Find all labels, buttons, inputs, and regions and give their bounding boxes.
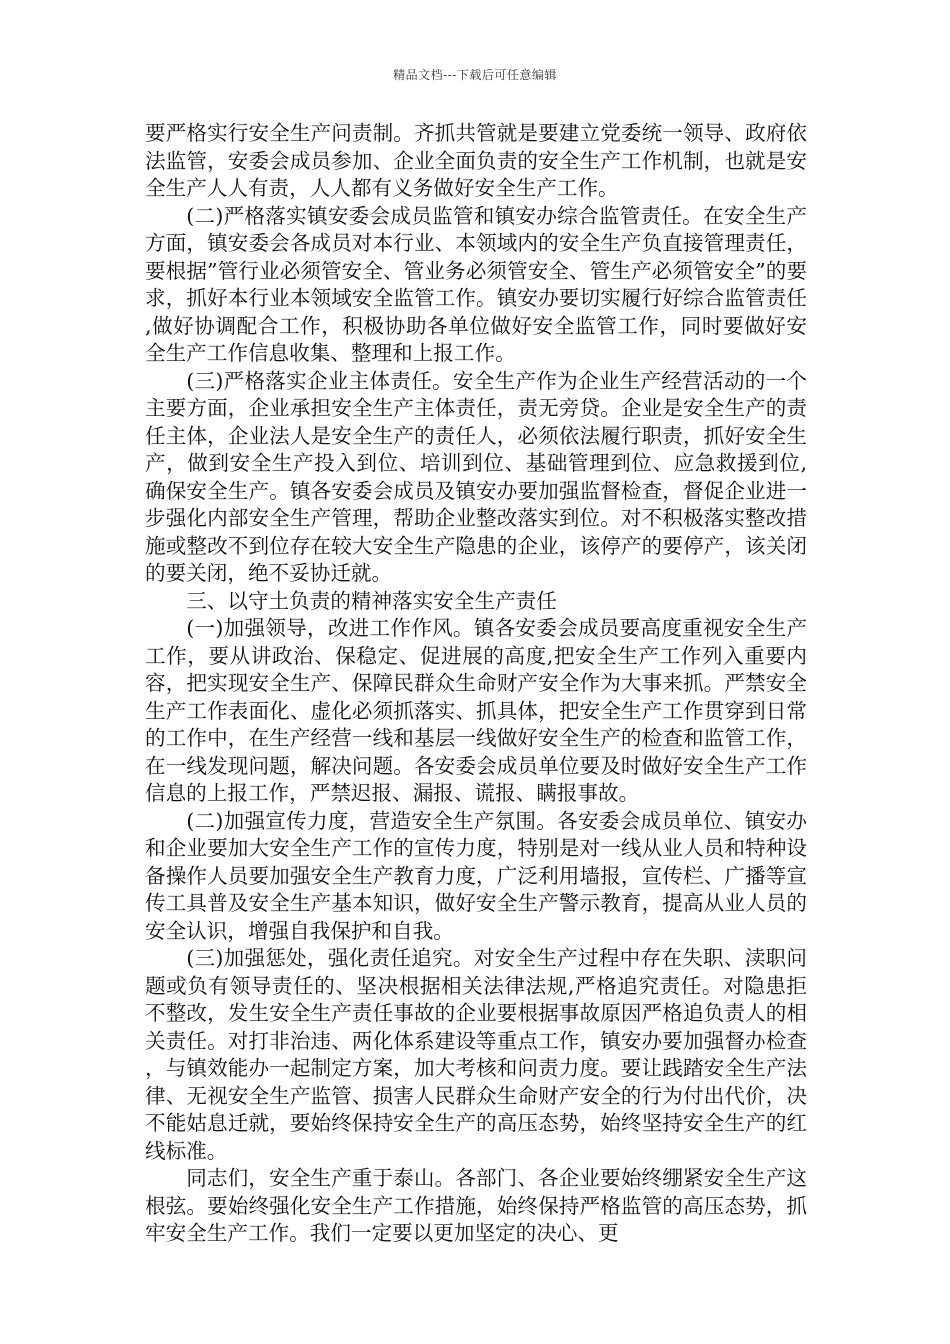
- paragraph-accountability: 要严格实行安全生产问责制。齐抓共管就是要建立党委统一领导、政府依法监管，安委会成员参加、企业全面负责的安全生产工作机制，也就是安全生产人人有责，人人都有义务做好安全生产工作。: [145, 121, 807, 200]
- paragraph-closing: 同志们，安全生产重于泰山。各部门、各企业要始终绷紧安全生产这根弦。要始终强化安全生产工作措施，始终保持严格监管的高压态势，抓牢安全生产工作。我们一定要以更加坚定的决心、更: [145, 1166, 807, 1245]
- paragraph-town-committee-duty: (二)严格落实镇安委会成员监管和镇安办综合监管责任。在安全生产方面，镇安委会各成员对本行业、本领域内的安全生产负直接管理责任，要根据”管行业必须管安全、管业务必须管安全、管生产必须管安全”的要求，抓好本行业本领域安全监管工作。镇安办要切实履行好综合监管责任,做好协调配合工作，积极协助各单位做好安全监管工作，同时要做好安全生产工作信息收集、整理和上报工作。: [145, 203, 807, 365]
- paragraph-leadership: (一)加强领导，改进工作作风。镇各安委会成员要高度重视安全生产工作，要从讲政治、保稳定、促进展的高度,把安全生产工作列入重要内容，把实现安全生产、保障民群众生命财产安全作为大事来抓。严禁安全生产工作表面化、虚化必须抓落实、抓具体，把安全生产工作贯穿到日常的工作中，在生产经营一线和基层一线做好安全生产的检查和监管工作，在一线发现问题，解决问题。各安委会成员单位要及时做好安全生产工作信息的上报工作，严禁迟报、漏报、谎报、瞒报事故。: [145, 616, 807, 805]
- section-heading-three: 三、以守土负责的精神落实安全生产责任: [186, 588, 557, 613]
- paragraph-enterprise-duty: (三)严格落实企业主体责任。安全生产作为企业生产经营活动的一个主要方面，企业承担安全生产主体责任，责无旁贷。企业是安全生产的责任主体，企业法人是安全生产的责任人，必须依法履行职责，抓好安全生产，做到安全生产投入到位、培训到位、基础管理到位、应急救援到位,确保安全生产。镇各安委会成员及镇安办要加强监督检查，督促企业进一步强化内部安全生产管理，帮助企业整改落实到位。对不积极落实整改措施或整改不到位存在较大安全生产隐患的企业，该停产的要停产，该关闭的要关闭，绝不妥协迁就。: [145, 368, 807, 585]
- paragraph-accountability-enforcement: (三)加强惩处，强化责任追究。对安全生产过程中存在失职、渎职问题或负有领导责任的、坚决根据相关法律法规,严格追究责任。对隐患拒不整改，发生安全生产责任事故的企业要根据事故原因严格追负责人的相关责任。对打非治违、两化体系建设等重点工作，镇安办要加强督办检查，与镇效能办一起制定方案，加大考核和问责力度。要让践踏安全生产法律、无视安全生产监管、损害人民群众生命财产安全的行为付出代价，决不能姑息迁就，要始终保持安全生产的高压态势，始终坚持安全生产的红线标准。: [145, 946, 807, 1163]
- page-header: 精品文档---下载后可任意编辑: [393, 68, 557, 82]
- document-body: [145, 120, 807, 1248]
- paragraph-publicity: (二)加强宣传力度，营造安全生产氛围。各安委会成员单位、镇安办和企业要加大安全生产工作的宣传力度，特别是对一线从业人员和特种设备操作人员要加强安全生产教育力度，广泛利用墙报，宣传栏、广播等宣传工具普及安全生产基本知识，做好安全生产警示教育，提高从业人员的安全认识，增强自我保护和自我。: [145, 808, 807, 943]
